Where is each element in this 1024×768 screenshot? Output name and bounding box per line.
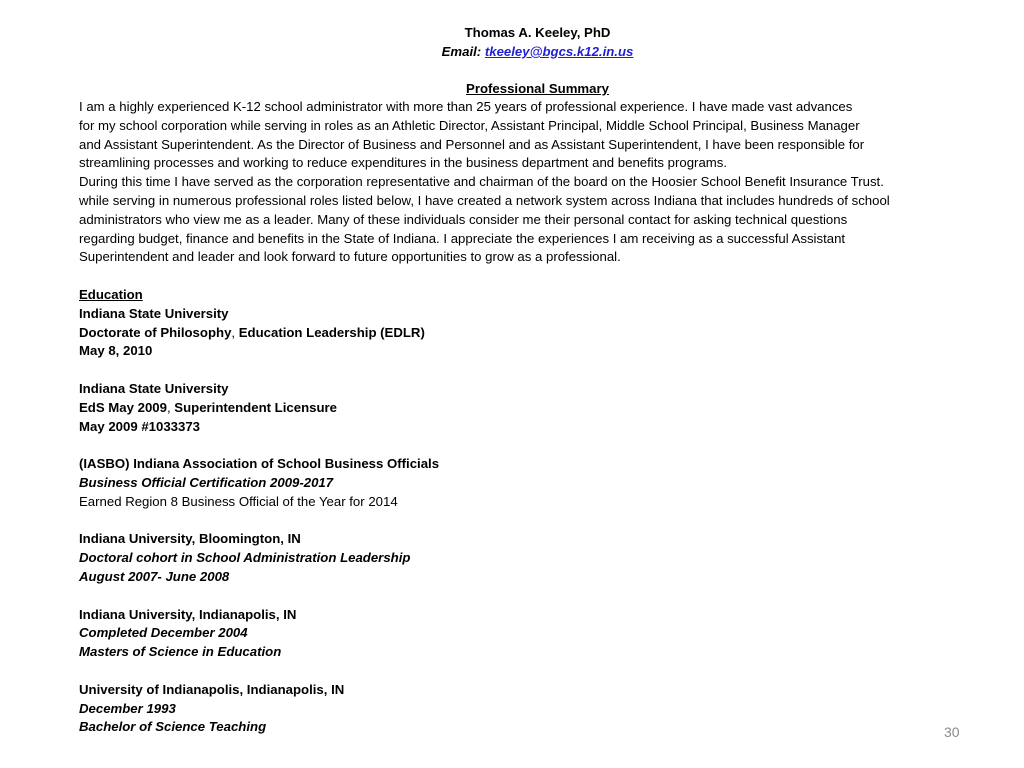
license-date: May 2009 #1033373 (79, 418, 200, 434)
school-name: Indiana University, Indianapolis, IN (79, 606, 297, 622)
summary-line: I am a highly experienced K-12 school administrator with more than 25 years of professional experience. I have made vast advances (79, 99, 853, 114)
degree-title: Bachelor of Science Teaching (79, 719, 267, 735)
email-link[interactable]: tkeeley@bgcs.k12.in.us (484, 43, 634, 59)
education-entry-iu-bloomington (79, 530, 879, 586)
degree-title: Doctorate of Philosophy (79, 324, 232, 340)
degree-separator: , (231, 324, 236, 340)
email-label: Email: (441, 43, 482, 59)
completion-date: Completed December 2004 (79, 625, 248, 641)
program: Doctoral cohort in School Administration Leadership (79, 550, 411, 566)
professional-summary-heading: Professional Summary (466, 81, 609, 96)
degree-title: EdS May 2009 (79, 399, 167, 415)
organization-name: (IASBO) Indiana Association of School Business Officials (79, 456, 440, 472)
summary-line: During this time I have served as the corporation representative and chairman of the board on the Hoosier School Benefit Insurance Trust. (79, 174, 884, 190)
summary-line: while serving in numerous professional roles listed below, I have created a network system across Indiana that includes hundreds of school (79, 192, 890, 208)
degree-line (79, 324, 879, 343)
page-number: 30 (944, 724, 960, 740)
education-entry-isu-eds (79, 380, 879, 436)
summary-line: Superintendent and leader and look forward to future opportunities to grow as a professional. (79, 249, 621, 265)
summary-line: administrators who view me as a leader. Many of these individuals consider me their personal contact for asking technical questions (79, 211, 848, 227)
professional-summary (79, 98, 979, 267)
email-line (0, 43, 1024, 62)
education-heading: Education (79, 287, 143, 302)
award: Earned Region 8 Business Official of the Year for 2014 (79, 493, 398, 509)
candidate-name: Thomas A. Keeley, PhD (464, 25, 611, 40)
degree-field: Education Leadership (EDLR) (235, 324, 425, 340)
degree-date: December 1993 (79, 700, 176, 716)
school-name: Indiana University, Bloomington, IN (79, 531, 301, 547)
summary-line: for my school corporation while serving in roles as an Athletic Director, Assistant Principal, Middle School Principal, Business Manager (79, 117, 860, 133)
summary-line: regarding budget, finance and benefits in the State of Indiana. I appreciate the experiences I am receiving as a successful Assistant (79, 230, 846, 246)
degree-line (79, 399, 879, 418)
education-entry-iasbo (79, 455, 879, 511)
certification: Business Official Certification 2009-2017 (79, 474, 334, 490)
degree-date: May 8, 2010 (79, 343, 153, 359)
spacer (79, 436, 879, 455)
degree-separator: , (166, 399, 171, 415)
education-entry-uindy (79, 681, 879, 737)
school-name: Indiana State University (79, 380, 229, 396)
school-name: Indiana State University (79, 305, 229, 321)
school-name: University of Indianapolis, Indianapolis, IN (79, 681, 345, 697)
degree-title: Masters of Science in Education (79, 644, 282, 660)
education-entry-iu-indianapolis (79, 606, 879, 662)
degree-field: Superintendent Licensure (170, 399, 337, 415)
summary-line: streamlining processes and working to reduce expenditures in the business department and benefits programs. (79, 155, 728, 171)
spacer (79, 662, 879, 681)
spacer (79, 512, 879, 531)
education-section (79, 286, 879, 737)
spacer (79, 361, 879, 380)
resume-header (0, 24, 1024, 62)
spacer (79, 587, 879, 606)
program-dates: August 2007- June 2008 (79, 568, 230, 584)
education-entry-isu-phd (79, 305, 879, 361)
summary-line: and Assistant Superintendent. As the Director of Business and Personnel and as Assistant Superintendent, I have been responsible for (79, 136, 865, 152)
